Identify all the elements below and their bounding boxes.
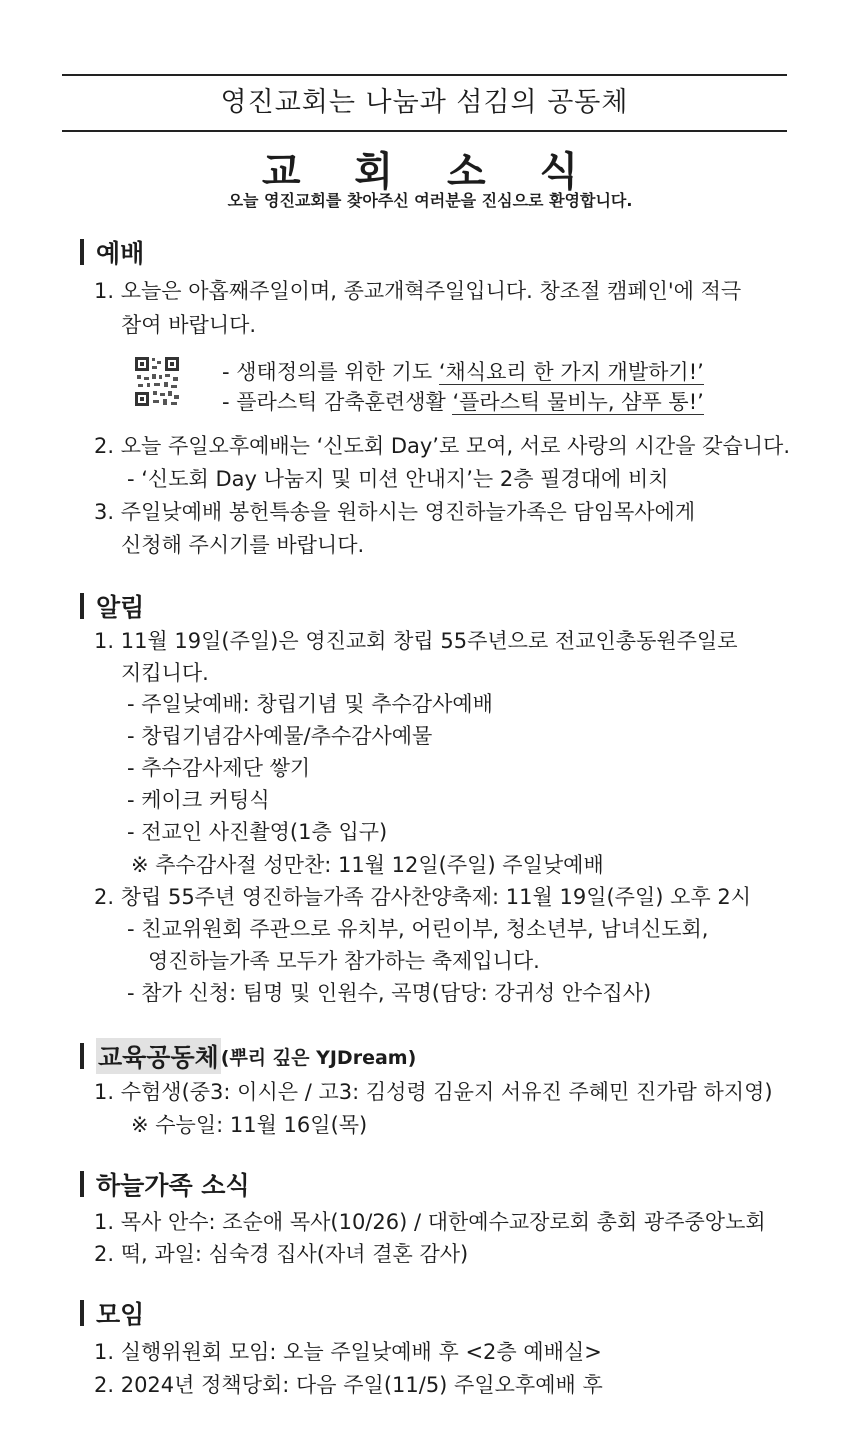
section-bar — [80, 1300, 84, 1326]
welcome-message: 오늘 영진교회를 찾아주신 여러분을 진심으로 환영합니다. — [227, 191, 633, 210]
section-bar — [80, 239, 84, 265]
notice-sub-4: - 케이크 커팅식 — [127, 788, 270, 812]
section-worship — [80, 234, 144, 270]
notice-item-1-line-1: 1. 11월 19일(주일)은 영진교회 창립 55주년으로 전교인총동원주일로 — [94, 629, 738, 653]
section-notice — [80, 588, 144, 624]
section-education — [80, 1038, 416, 1074]
worship-item-1-line-1: 1. 오늘은 아홉째주일이며, 종교개혁주일입니다. 창조절 캠페인'에 적극 — [94, 279, 742, 303]
notice-sub-1: - 주일낮예배: 창립기념 및 추수감사예배 — [127, 692, 493, 716]
family-item-2: 2. 떡, 과일: 심숙경 집사(자녀 결혼 감사) — [94, 1242, 469, 1266]
church-motto: 영진교회는 나눔과 섬김의 공동체 — [220, 87, 629, 118]
section-meeting — [80, 1295, 144, 1331]
campaign-line-2 — [222, 386, 704, 416]
section-subheading: (뿌리 깊은 YJDream) — [220, 1046, 417, 1069]
campaign-line-1 — [222, 356, 704, 386]
notice-sub-2: - 창립기념감사예물/추수감사예물 — [127, 724, 433, 748]
worship-item-2-sub: - ‘신도회 Day 나눔지 및 미션 안내지’는 2층 필경대에 비치 — [127, 467, 669, 491]
section-bar — [80, 1171, 84, 1197]
section-family — [80, 1166, 250, 1202]
section-heading: 모임 — [96, 1300, 145, 1329]
section-bar — [80, 593, 84, 619]
section-heading: 하늘가족 소식 — [96, 1171, 250, 1200]
notice-item-2-sub-2: - 참가 신청: 팀명 및 인원수, 곡명(담당: 강귀성 안수집사) — [127, 981, 652, 1005]
meeting-item-1: 1. 실행위원회 모임: 오늘 주일낮예배 후 <2층 예배실> — [94, 1340, 602, 1364]
campaign-1-prefix: - 생태정의를 위한 기도 — [222, 360, 439, 384]
notice-sub-3: - 추수감사제단 쌓기 — [127, 756, 311, 780]
notice-item-2-sub-1a: - 친교위원회 주관으로 유치부, 어린이부, 청소년부, 남녀신도회, — [127, 917, 709, 941]
notice-note: ※ 추수감사절 성만찬: 11월 12일(주일) 주일낮예배 — [131, 853, 604, 877]
header-top-rule — [62, 74, 787, 76]
campaign-1-quote: ‘채식요리 한 가지 개발하기!’ — [438, 360, 704, 384]
section-heading: 알림 — [96, 593, 145, 622]
worship-item-2: 2. 오늘 주일오후예배는 ‘신도회 Day’로 모여, 서로 사랑의 시간을 갖습니다. — [94, 434, 791, 458]
education-item-1: 1. 수험생(중3: 이시은 / 고3: 김성령 김윤지 서유진 주혜민 진가람 하지영) — [94, 1080, 773, 1104]
notice-item-2: 2. 창립 55주년 영진하늘가족 감사찬양축제: 11월 19일(주일) 오후 2시 — [94, 885, 752, 909]
qr-code-icon — [134, 355, 180, 407]
header-bottom-rule — [62, 130, 787, 132]
section-heading: 예배 — [96, 239, 145, 268]
meeting-item-2: 2. 2024년 정책당회: 다음 주일(11/5) 주일오후예배 후 — [94, 1373, 603, 1397]
campaign-2-prefix: - 플라스틱 감축훈련생활 — [222, 390, 453, 414]
section-heading: 교육공동체 — [96, 1038, 221, 1074]
campaign-2-quote: ‘플라스틱 물비누, 샴푸 통!’ — [452, 390, 704, 414]
family-item-1: 1. 목사 안수: 조순애 목사(10/26) / 대한예수교장로회 총회 광주중앙노회 — [94, 1210, 766, 1234]
worship-item-3-line-2: 신청해 주시기를 바랍니다. — [121, 533, 365, 557]
notice-item-1-line-2: 지킵니다. — [121, 661, 209, 685]
education-note: ※ 수능일: 11월 16일(목) — [131, 1113, 368, 1137]
page-title: 교 회 소 식 — [261, 149, 599, 195]
notice-sub-5: - 전교인 사진촬영(1층 입구) — [127, 820, 388, 844]
worship-item-1-line-2: 참여 바랍니다. — [121, 313, 257, 337]
worship-item-3-line-1: 3. 주일낮예배 봉헌특송을 원하시는 영진하늘가족은 담임목사에게 — [94, 500, 696, 524]
notice-item-2-sub-1b: 영진하늘가족 모두가 참가하는 축제입니다. — [148, 949, 540, 973]
section-bar — [80, 1043, 84, 1069]
